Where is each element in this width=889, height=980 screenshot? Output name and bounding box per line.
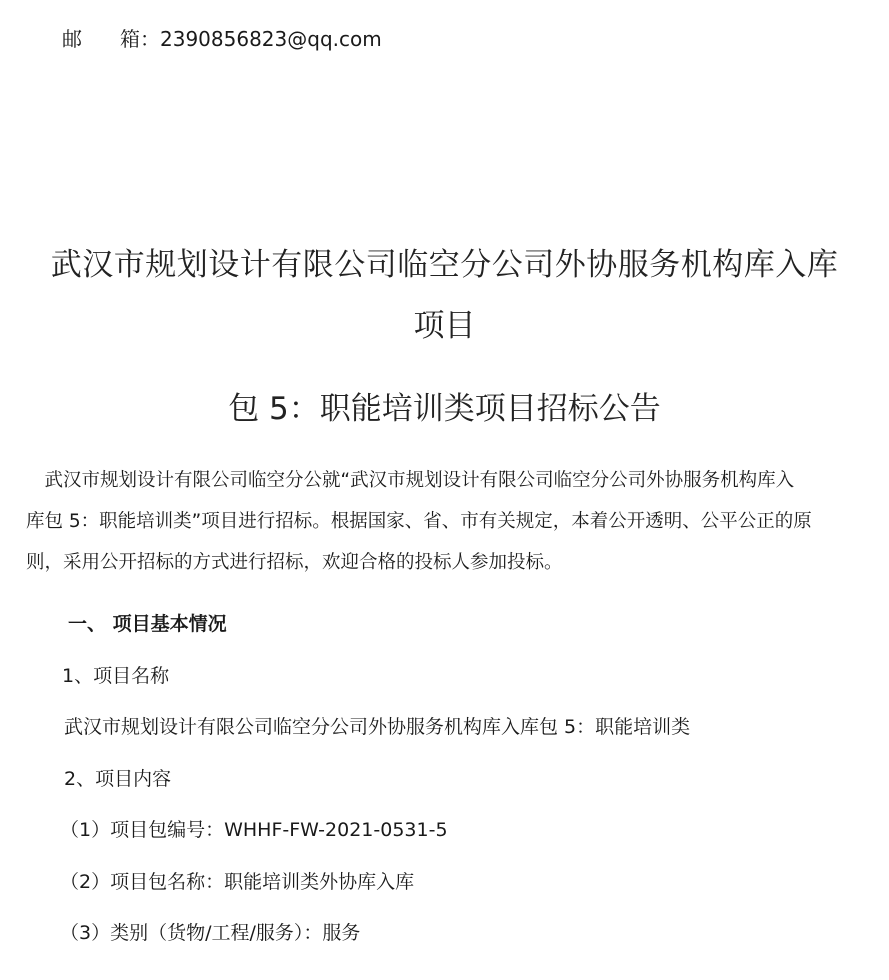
document-subtitle: 包 5：职能培训类项目招标公告 bbox=[228, 391, 661, 427]
item-label-project-name: 1、项目名称 bbox=[62, 665, 170, 687]
email-value: 2390856823@qq.com bbox=[160, 27, 382, 51]
email-label-part2: 箱： bbox=[120, 27, 160, 51]
email-label-part1: 邮 bbox=[62, 27, 82, 51]
sub-item-package-name: （2）项目包名称：职能培训类外协库入库 bbox=[60, 871, 415, 893]
sub-item-package-number: （1）项目包编号：WHHF-FW-2021-0531-5 bbox=[60, 819, 448, 841]
document-title-line-2: 项目 bbox=[413, 308, 476, 344]
sub-item-category: （3）类别（货物/工程/服务）：服务 bbox=[60, 922, 361, 944]
item-label-project-content: 2、项目内容 bbox=[64, 768, 172, 790]
intro-paragraph-line-1 bbox=[26, 460, 866, 501]
intro-paragraph-line-2: 库包 5：职能培训类”项目进行招标。根据国家、省、市有关规定，本着公开透明、公平公正的原 bbox=[26, 511, 812, 532]
intro-text-1: 武汉市规划设计有限公司临空分公就“武汉市规划设计有限公司临空分公司外协服务机构库入 bbox=[44, 470, 795, 491]
intro-paragraph-line-3: 则，采用公开招标的方式进行招标，欢迎合格的投标人参加投标。 bbox=[26, 552, 563, 573]
intro-indent bbox=[26, 470, 45, 491]
document-title-line-1: 武汉市规划设计有限公司临空分公司外协服务机构库入库 bbox=[50, 247, 839, 283]
email-row bbox=[62, 26, 382, 52]
item-value-project-name: 武汉市规划设计有限公司临空分公司外协服务机构库入库包 5：职能培训类 bbox=[64, 716, 691, 738]
section-heading: 一、 项目基本情况 bbox=[68, 613, 227, 635]
